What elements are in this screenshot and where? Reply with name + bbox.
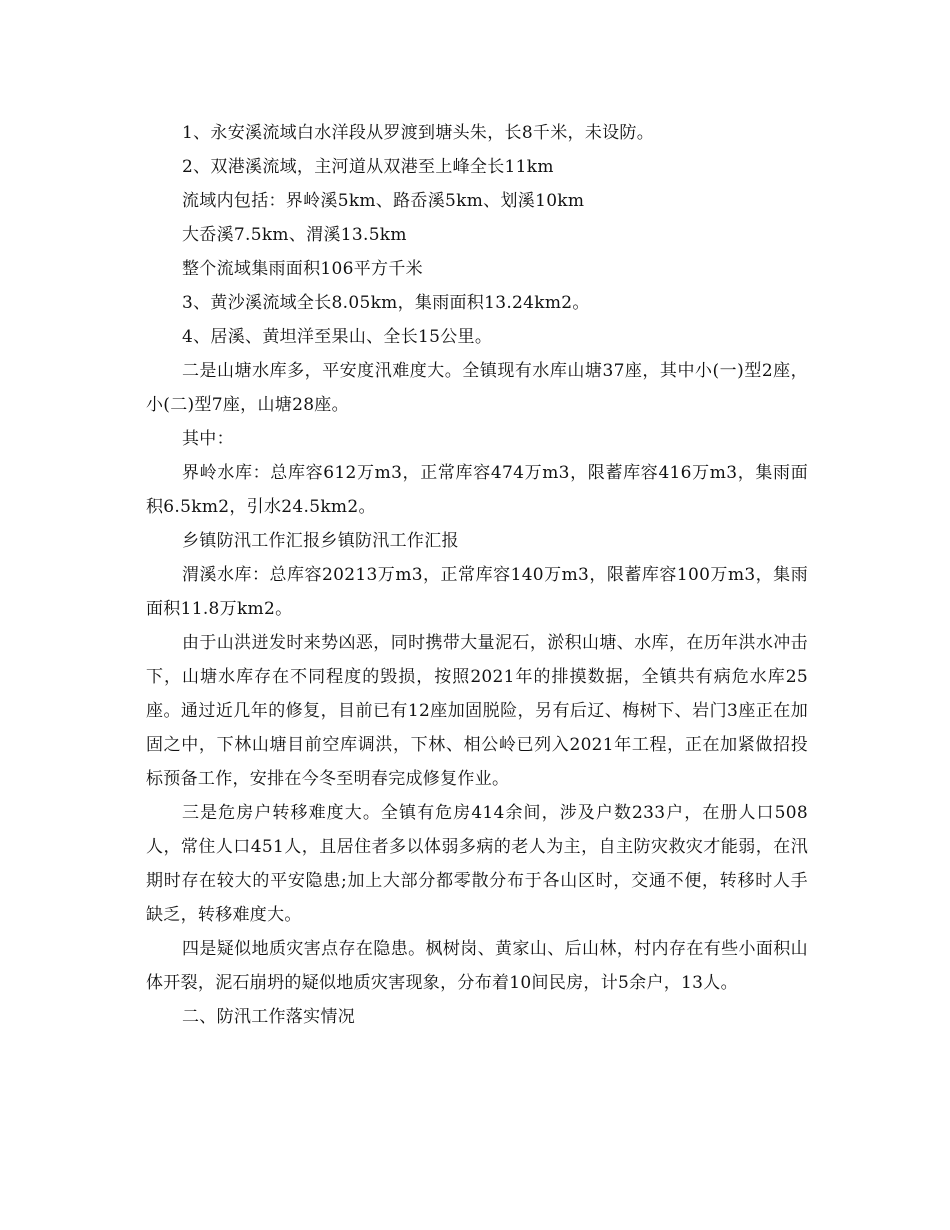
paragraph-weixi-reservoir: 渭溪水库：总库容20213万m3，正常库容140万m3，限蓄库容100万m3，集雨面积11.8万km2。: [146, 565, 808, 619]
document-body: [146, 116, 808, 1034]
paragraph-huangsha-river: 3、黄沙溪流域全长8.05km，集雨面积13.24km2。: [182, 293, 590, 313]
paragraph-flood-damage: 由于山洪迸发时来势凶恶，同时携带大量泥石，淤积山塘、水库，在历年洪水冲击下，山塘水库存在不同程度的毁损，按照2021年的排摸数据，全镇共有病危水库25座。通过近几年的修复，目前已有12座加固脱险，另有后辽、梅树下、岩门3座正在加固之中，下林山塘目前空库调洪，下林、相公岭已列入2021年工程，正在加紧做招投标预备工作，安排在今冬至明春完成修复作业。: [146, 633, 808, 789]
paragraph-geological-hazards: 四是疑似地质灾害点存在隐患。枫树岗、黄家山、后山林，村内存在有些小面积山体开裂，泥石崩坍的疑似地质灾害现象，分布着10间民房，计5余户，13人。: [146, 939, 808, 993]
paragraph-report-title: 乡镇防汛工作汇报乡镇防汛工作汇报: [182, 531, 459, 551]
paragraph-among-them: 其中：: [182, 429, 234, 449]
paragraph-catchment-area: 整个流域集雨面积106平方千米: [182, 259, 423, 279]
section-heading-implementation: 二、防汛工作落实情况: [182, 1007, 355, 1027]
paragraph-daao-weixi: 大岙溪7.5km、渭溪13.5km: [182, 225, 407, 245]
paragraph-reservoirs-many: 二是山塘水库多，平安度汛难度大。全镇现有水库山塘37座，其中小(一)型2座，小(二)型7座，山塘28座。: [146, 361, 808, 415]
paragraph-juxi: 4、居溪、黄坦洋至果山、全长15公里。: [182, 327, 493, 347]
paragraph-jieling-reservoir: 界岭水库：总库容612万m3，正常库容474万m3，限蓄库容416万m3，集雨面积6.5km2，引水24.5km2。: [146, 463, 808, 517]
paragraph-basin-includes: 流域内包括：界岭溪5km、路岙溪5km、划溪10km: [182, 191, 585, 211]
paragraph-dangerous-houses: 三是危房户转移难度大。全镇有危房414余间，涉及户数233户，在册人口508人，常住人口451人，且居住者多以体弱多病的老人为主，自主防灾救灾才能弱，在汛期时存在较大的平安隐患;加上大部分都零散分布于各山区时，交通不便，转移时人手缺乏，转移难度大。: [146, 803, 808, 925]
paragraph-shuanggang-river: 2、双港溪流域，主河道从双港至上峰全长11km: [182, 157, 554, 177]
paragraph-yongan-river: 1、永安溪流域白水洋段从罗渡到塘头朱，长8千米，未设防。: [182, 123, 655, 143]
